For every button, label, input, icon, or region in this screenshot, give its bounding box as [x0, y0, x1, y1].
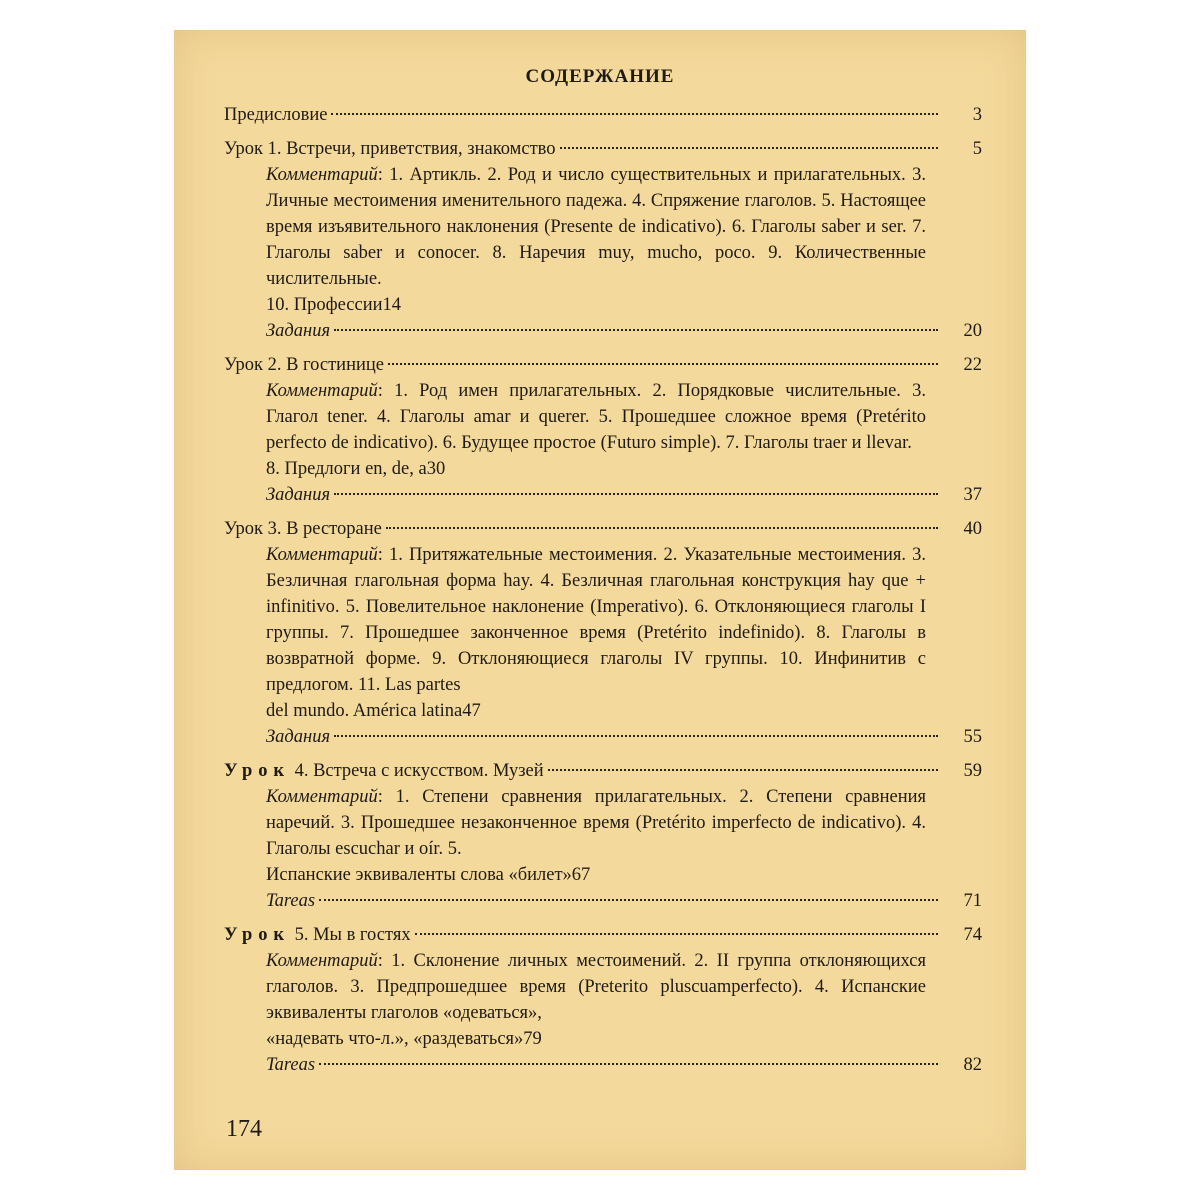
- toc-entry-label: Предисловие: [224, 105, 328, 125]
- tasks-label: Задания: [266, 321, 331, 341]
- toc-comment-lesson-5: [224, 948, 982, 1052]
- toc-page-number: 40: [963, 519, 982, 539]
- toc-tasks-lesson-5: [224, 1052, 982, 1078]
- toc-page-number: 14: [382, 295, 401, 315]
- toc-page-number: 82: [963, 1055, 982, 1075]
- toc-tasks-lesson-1: [224, 318, 982, 344]
- toc-entry-label: Урок 2. В гостинице: [224, 355, 384, 375]
- comment-last-line: 10. Профессии: [266, 295, 383, 315]
- toc-page-number: 47: [462, 701, 481, 721]
- toc-comment-lesson-2: [224, 378, 982, 482]
- toc-entry-lesson-5: [224, 922, 982, 948]
- toc-comment-lesson-1: [224, 162, 982, 318]
- toc-page-number: 37: [963, 485, 982, 505]
- toc-tasks-lesson-3: [224, 724, 982, 750]
- dot-leader: [548, 769, 938, 771]
- comment-text: : 1. Склонение личных местоимений. 2. II группа отклоняющихся глаголов. 3. Предпрошедшее время (Preterito pluscuamperfecto). 4. Испанские эквиваленты глаголов «одеваться»,: [266, 951, 926, 1023]
- comment-label: Комментарий: [266, 951, 378, 971]
- dot-leader: [334, 329, 938, 331]
- toc-comment-lesson-4: [224, 784, 982, 888]
- toc-entry-preface: [224, 102, 982, 128]
- toc-page-number: 71: [963, 891, 982, 911]
- tasks-label: Задания: [266, 485, 331, 505]
- dot-leader: [334, 493, 938, 495]
- page-number: 174: [226, 1116, 262, 1142]
- toc-page-number: 67: [571, 865, 591, 885]
- comment-text: : 1. Род имен прилагательных. 2. Порядковые числительные. 3. Глагол tener. 4. Глаголы amar и querer. 5. Прошедшее сложное время (Pretérito perfecto de indicativo). 6. Будущее простое (Futuro simple). 7. Глаголы traer и llevar.: [266, 381, 926, 453]
- toc-page-number: 5: [972, 139, 982, 159]
- dot-leader: [319, 899, 938, 901]
- toc-page-number: 79: [523, 1029, 542, 1049]
- toc-entry-label: 4. Встреча с искусством. Музей: [289, 761, 544, 781]
- comment-label: Комментарий: [266, 787, 378, 807]
- toc-entry-label: Урок 3. В ресторане: [224, 519, 382, 539]
- page-title: СОДЕРЖАНИЕ: [525, 66, 675, 87]
- dot-leader: [388, 363, 938, 365]
- tasks-label: Tareas: [266, 1055, 316, 1075]
- dot-leader: [319, 1063, 938, 1065]
- toc-entry-label-spaced: Урок: [224, 925, 290, 945]
- toc-page-number: 30: [426, 459, 446, 479]
- comment-label: Комментарий: [266, 381, 378, 401]
- toc-comment-lesson-3: [224, 542, 982, 724]
- comment-last-line: del mundo. América latina: [266, 701, 463, 721]
- comment-last-line: 8. Предлоги en, de, a: [266, 459, 427, 479]
- dot-leader: [415, 933, 938, 935]
- comment-text: : 1. Притяжательные местоимения. 2. Указательные местоимения. 3. Безличная глагольная форма hay. 4. Безличная глагольная конструкция hay que + infinitivo. 5. Повелительное наклонение (Imperativo). 6. Отклоняющиеся глаголы I группы. 7. Прошедшее законченное время (Pretérito indefinido). 8. Глаголы в возвратной форме. 9. Отклоняющиеся глаголы IV группы. 10. Инфинитив с предлогом. 11. Las partes: [266, 545, 926, 695]
- table-of-contents: [224, 102, 982, 1078]
- comment-label: Комментарий: [266, 545, 378, 565]
- toc-page-number: 22: [963, 355, 982, 375]
- toc-entry-lesson-1: [224, 136, 982, 162]
- toc-page-number: 59: [963, 761, 982, 781]
- comment-text: : 1. Степени сравнения прилагательных. 2. Степени сравнения наречий. 3. Прошедшее незаконченное время (Pretérito imperfecto de indicativo). 4. Глаголы escuchar и oír. 5.: [266, 787, 926, 859]
- comment-last-line: Испанские эквиваленты слова «билет»: [266, 865, 572, 885]
- toc-entry-label: 5. Мы в гостях: [289, 925, 411, 945]
- comment-text: : 1. Артикль. 2. Род и число существительных и прилагательных. 3. Личные местоимения именительного падежа. 4. Спряжение глаголов. 5. Настоящее время изъявительного наклонения (Presente de indicativo). 6. Глаголы saber и ser. 7. Глаголы saber и conocer. 8. Наречия muy, mucho, poco. 9. Количественные числительные.: [266, 165, 926, 289]
- dot-leader: [331, 113, 938, 115]
- dot-leader: [386, 527, 938, 529]
- toc-page-number: 55: [963, 727, 982, 747]
- tasks-label: Tareas: [266, 891, 316, 911]
- dot-leader: [560, 147, 938, 149]
- book-page: [174, 30, 1026, 1170]
- toc-entry-lesson-4: [224, 758, 982, 784]
- tasks-label: Задания: [266, 727, 331, 747]
- toc-page-number: 3: [972, 105, 982, 125]
- toc-entry-lesson-2: [224, 352, 982, 378]
- toc-entry-label-spaced: Урок: [224, 761, 290, 781]
- comment-label: Комментарий: [266, 165, 378, 185]
- comment-last-line: «надевать что-л.», «раздеваться»: [266, 1029, 524, 1049]
- toc-page-number: 20: [963, 321, 982, 341]
- dot-leader: [334, 735, 938, 737]
- toc-tasks-lesson-2: [224, 482, 982, 508]
- toc-tasks-lesson-4: [224, 888, 982, 914]
- toc-entry-label: Урок 1. Встречи, приветствия, знакомство: [224, 139, 556, 159]
- toc-page-number: 74: [963, 925, 982, 945]
- toc-entry-lesson-3: [224, 516, 982, 542]
